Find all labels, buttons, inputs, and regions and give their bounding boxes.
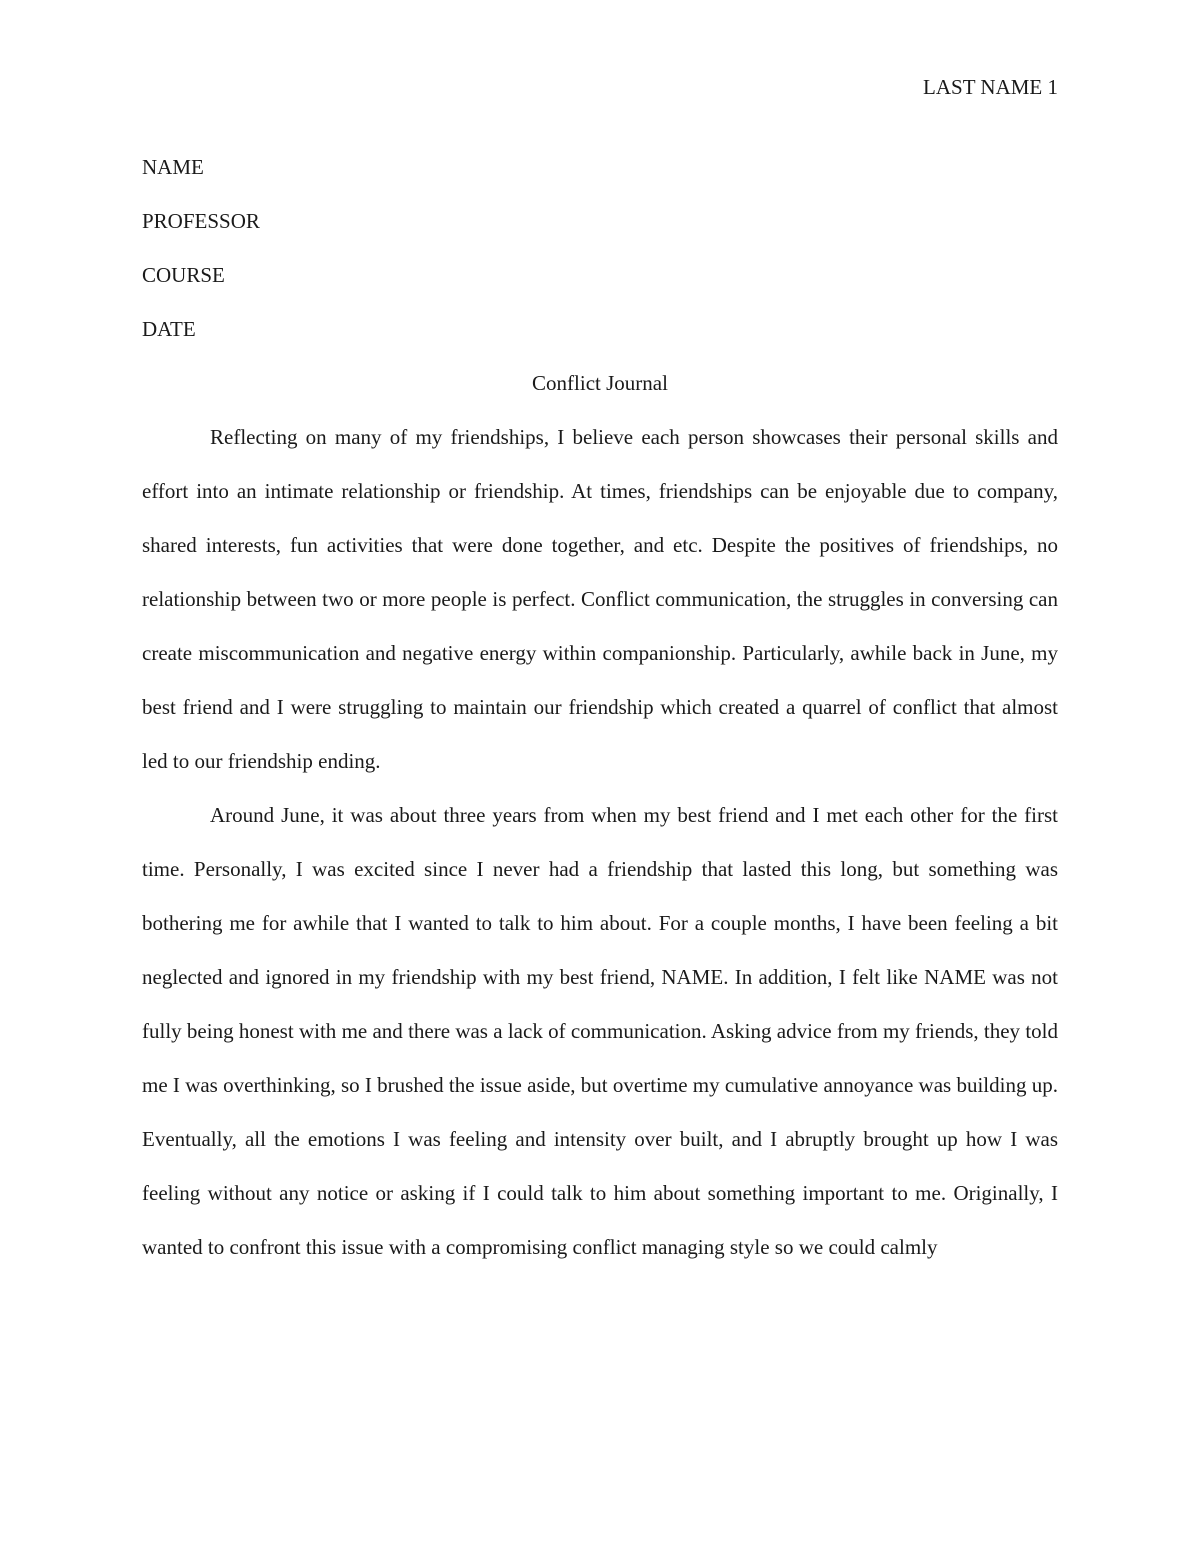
course-name: COURSE <box>142 263 225 287</box>
document-title: Conflict Journal <box>532 371 668 395</box>
running-head: LAST NAME 1 <box>923 75 1058 99</box>
paragraph-1: Reflecting on many of my friendships, I believe each person showcases their personal skills and effort into an intimate relationship or friendship. At times, friendships can be enjoyable due to company, shared interests, fun activities that were done together, and etc. Despite the positives of friendships, no relationship between two or more people is perfect. Conflict communication, the struggles in conversing can create miscommunication and negative energy within companionship. Particularly, awhile back in June, my best friend and I were struggling to maintain our friendship which created a quarrel of conflict that almost led to our friendship ending. <box>142 425 1058 773</box>
date-line: DATE <box>142 317 196 341</box>
student-name: NAME <box>142 155 204 179</box>
document-body <box>142 140 1058 1274</box>
professor-name: PROFESSOR <box>142 209 260 233</box>
paragraph-2: Around June, it was about three years from when my best friend and I met each other for the first time. Personally, I was excited since I never had a friendship that lasted this long, but something was bothering me for awhile that I wanted to talk to him about. For a couple months, I have been feeling a bit neglected and ignored in my friendship with my best friend, NAME. In addition, I felt like NAME was not fully being honest with me and there was a lack of communication. Asking advice from my friends, they told me I was overthinking, so I brushed the issue aside, but overtime my cumulative annoyance was building up. Eventually, all the emotions I was feeling and intensity over built, and I abruptly brought up how I was feeling without any notice or asking if I could talk to him about something important to me. Originally, I wanted to confront this issue with a compromising conflict managing style so we could calmly <box>142 803 1058 1259</box>
